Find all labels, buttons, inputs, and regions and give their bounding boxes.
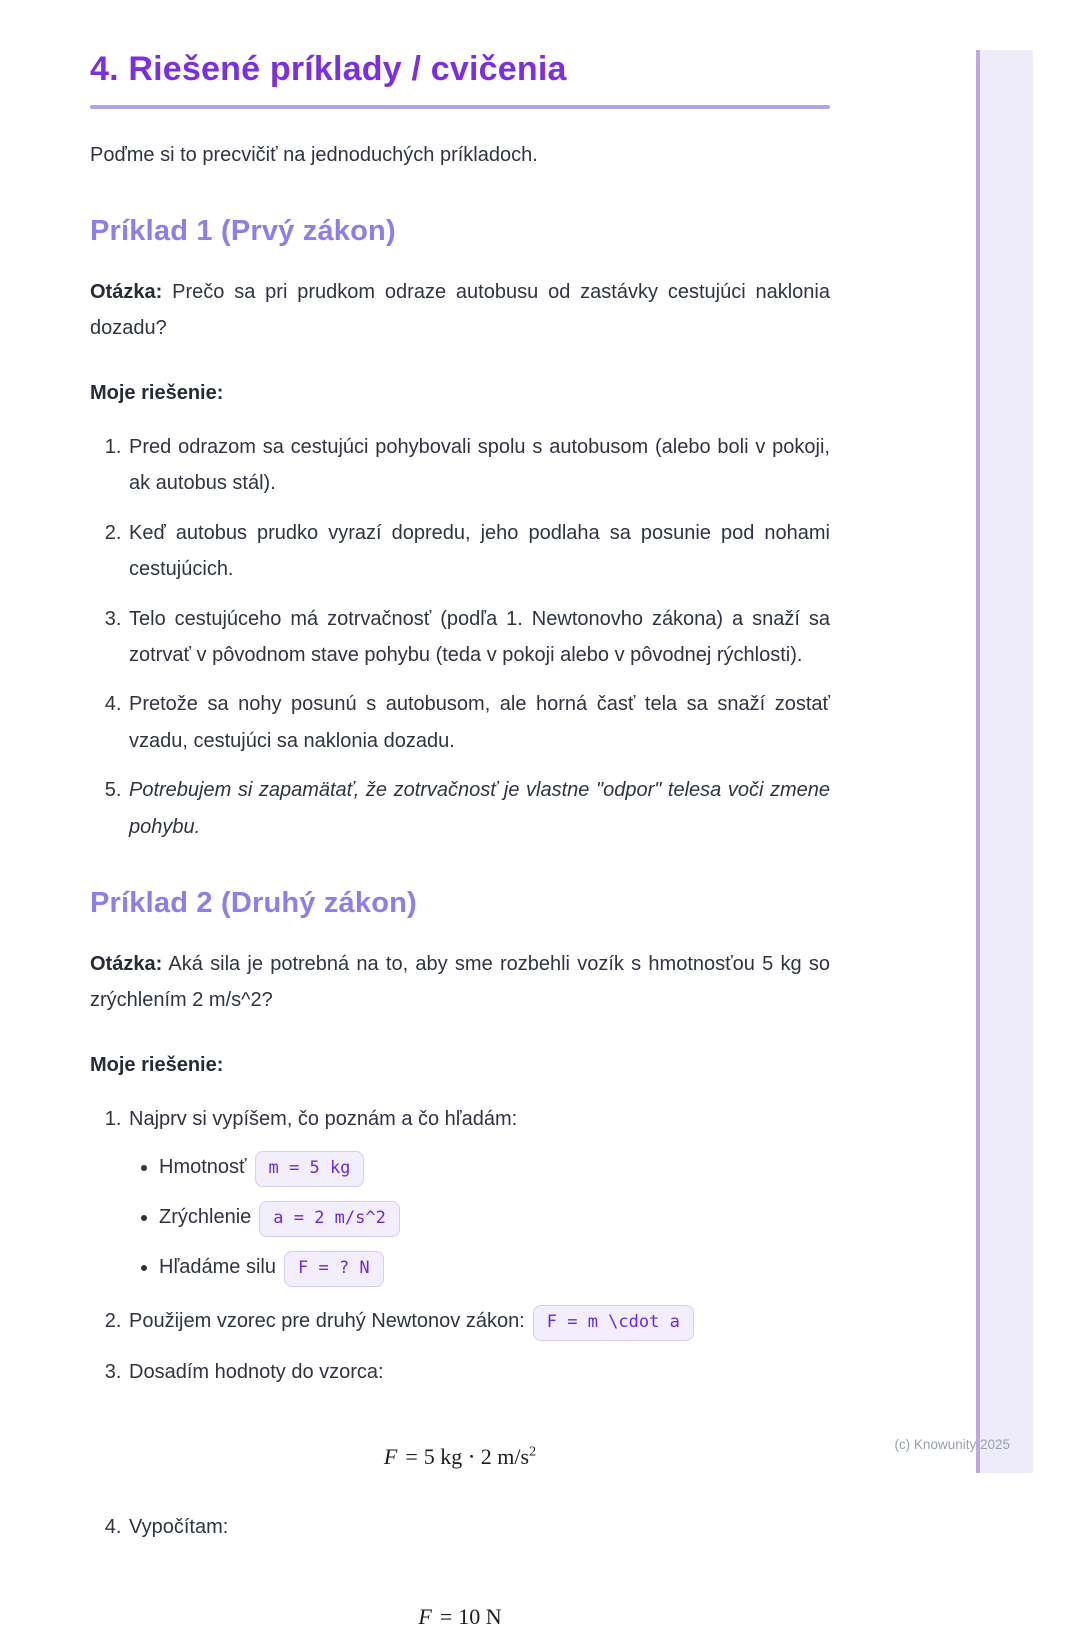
step-text: Pred odrazom sa cestujúci pohybovali spolu s autobusom (alebo boli v pokoji, ak autobus stál). — [129, 436, 830, 495]
math-rhs: 10 N — [458, 1603, 502, 1629]
example1-steps-list — [90, 429, 830, 845]
intro-text: Poďme si to precvičiť na jednoduchých príkladoch. — [90, 144, 538, 167]
math-variable: F — [383, 1443, 398, 1469]
step-text: Vypočítam: — [129, 1515, 229, 1538]
list-item — [159, 1149, 830, 1187]
list-item — [127, 601, 830, 674]
question-text: Aká sila je potrebná na to, aby sme rozbehli vozík s hmotnosťou 5 kg so zrýchlením 2 m/s^2? — [90, 953, 831, 1011]
step-text: Najprv si vypíšem, čo poznám a čo hľadám: — [129, 1108, 518, 1130]
known-label: Hľadáme silu — [159, 1256, 276, 1279]
list-item — [159, 1249, 830, 1287]
known-label: Hmotnosť — [159, 1156, 247, 1179]
list-item — [127, 1101, 830, 1287]
copyright-note: (c) Knowunity 2025 — [894, 1437, 1010, 1452]
list-item — [127, 686, 830, 759]
math-equals: = — [439, 1603, 453, 1629]
question-label: Otázka: — [90, 953, 163, 975]
example1-heading: Príklad 1 (Prvý zákon) — [90, 215, 396, 248]
code-chip: F = m \cdot a — [533, 1305, 694, 1341]
knowns-list — [129, 1149, 830, 1287]
math-formula-substitution — [90, 1437, 830, 1477]
question-text: Prečo sa pri prudkom odraze autobusu od zastávky cestujúci naklonia dozadu? — [90, 281, 830, 340]
example1-solution-label: Moje riešenie: — [90, 382, 224, 405]
example2-solution-label: Moje riešenie: — [90, 1054, 224, 1076]
example2-question — [90, 946, 830, 1018]
example2-heading: Príklad 2 (Druhý zákon) — [90, 887, 417, 919]
right-page-strip — [976, 50, 1033, 1473]
list-item — [127, 429, 830, 502]
code-chip: a = 2 m/s^2 — [259, 1201, 400, 1237]
step-text: Keď autobus prudko vyrazí dopredu, jeho podlaha sa posunie pod nohami cestujúcich. — [129, 521, 830, 581]
list-item — [127, 1303, 830, 1341]
step-text: Pretože sa nohy posunú s autobusom, ale horná časť tela sa snaží zostať vzadu, cestujúci sa naklonia dozadu. — [129, 693, 830, 752]
page-title: 4. Riešené príklady / cvičenia — [90, 50, 567, 88]
document-page — [90, 0, 830, 1650]
math-formula-result — [90, 1597, 830, 1637]
math-rhs: 5 kg ⋅ 2 m/s — [423, 1443, 530, 1469]
step-text: Telo cestujúceho má zotrvačnosť (podľa 1. Newtonovho zákona) a snaží sa zotrvať v pôvodnom stave pohybu (teda v pokoji alebo v pôvodnej rýchlosti). — [129, 607, 830, 667]
math-variable: F — [418, 1603, 432, 1629]
math-superscript: 2 — [529, 1444, 537, 1460]
question-label: Otázka: — [90, 281, 163, 304]
step-text: Dosadím hodnoty do vzorca: — [129, 1361, 384, 1384]
list-item — [127, 772, 830, 845]
title-divider — [90, 105, 830, 109]
list-item — [127, 515, 830, 588]
known-label: Zrýchlenie — [159, 1206, 252, 1229]
example1-question — [90, 274, 830, 346]
list-item — [127, 1354, 830, 1476]
code-chip: F = ? N — [284, 1251, 384, 1287]
math-equals: = — [405, 1443, 418, 1469]
example2-steps-list — [90, 1101, 830, 1637]
list-item — [159, 1199, 830, 1237]
code-chip: m = 5 kg — [255, 1151, 365, 1187]
step-text: Použijem vzorec pre druhý Newtonov zákon: — [129, 1310, 525, 1333]
step-text-italic: Potrebujem si zapamätať, že zotrvačnosť je vlastne "odpor" telesa voči zmene pohybu. — [129, 779, 830, 838]
